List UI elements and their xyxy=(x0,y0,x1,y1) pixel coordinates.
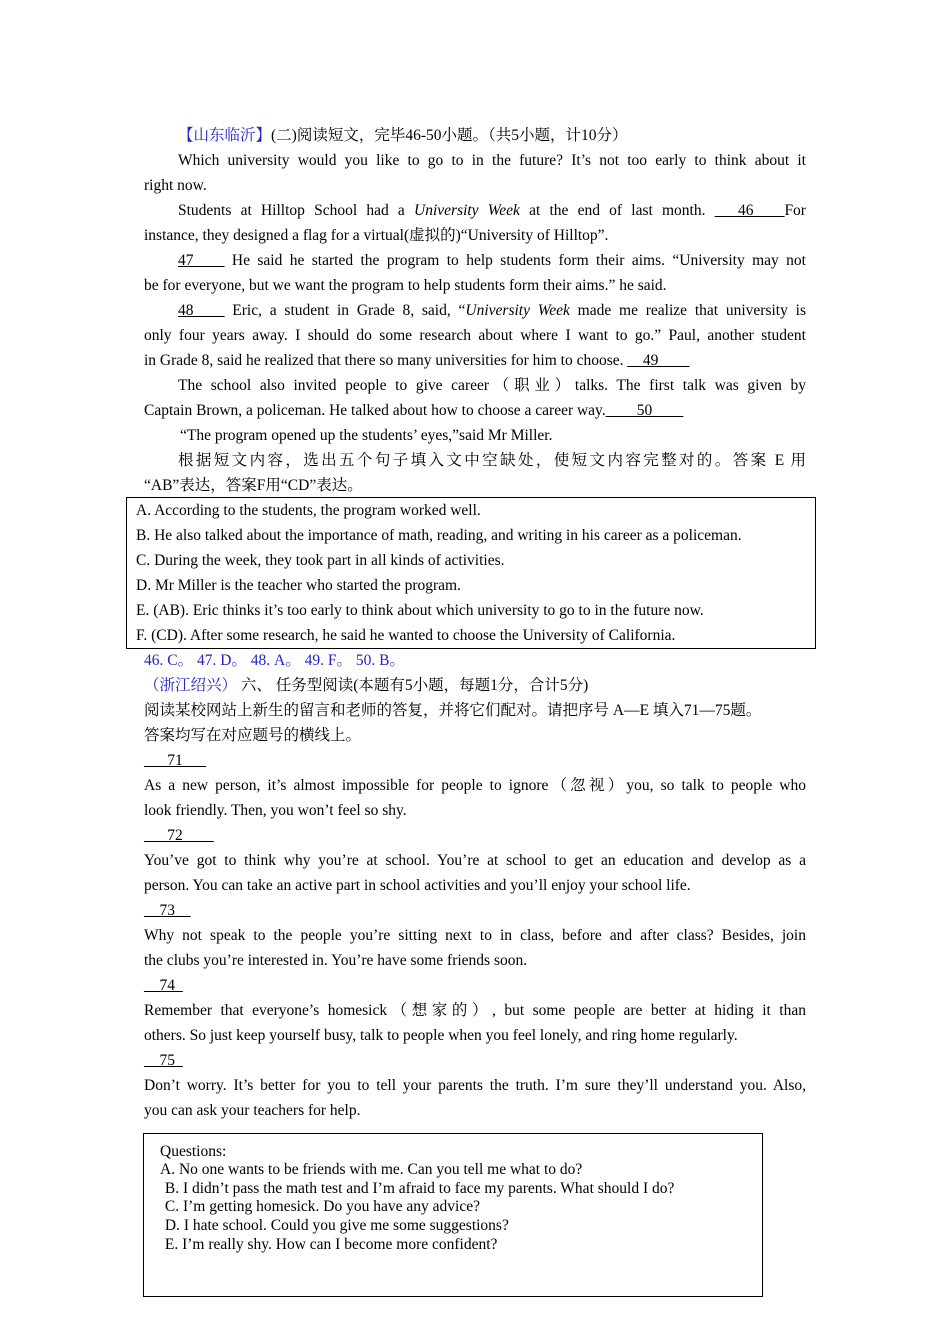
paragraph-line: Which university would you like to go to in the future? It’s not too early to think about it xyxy=(178,152,806,169)
reply-line: the clubs you’re interested in. You’re have some friends soon. xyxy=(144,952,528,969)
options-box xyxy=(126,497,816,649)
section2-heading xyxy=(144,676,588,696)
paragraph-line: The school also invited people to give career（职业）talks. The first talk was given by xyxy=(178,377,806,394)
blank-50: ____50____ xyxy=(605,402,684,419)
blank-74: __74_ xyxy=(144,977,183,994)
question-item: D. I hate school. Could you give me some suggestions? xyxy=(161,1217,509,1234)
paragraph-line: Students at Hilltop School had a University Week at the end of last month. ___46____For xyxy=(178,202,806,219)
question-item: B. I didn’t pass the math test and I’m afraid to face my parents. What should I do? xyxy=(161,1180,675,1197)
option-item: E. (AB). Eric thinks it’s too early to think about which university to go to in the future now. xyxy=(136,602,704,619)
reply-line: you can ask your teachers for help. xyxy=(144,1102,361,1119)
questions-box xyxy=(143,1133,763,1297)
reply-line: others. So just keep yourself busy, talk to people when you feel lonely, and ring home regularly. xyxy=(144,1027,738,1044)
instruction-line: 根据短文内容，选出五个句子填入文中空缺处，使短文内容完整对的。答案 E 用 xyxy=(178,452,806,469)
option-item: D. Mr Miller is the teacher who started the program. xyxy=(136,577,461,594)
emphasis: University Week xyxy=(414,202,520,219)
paragraph-line: be for everyone, but we want the program to help students form their aims.” he said. xyxy=(144,277,667,294)
instruction-line: 阅读某校网站上新生的留言和老师的答复，并将它们配对。请把序号 A—E 填入71—75题。 xyxy=(144,702,762,719)
section1-title: (二)阅读短文，完毕46-50小题。（共5小题，计10分） xyxy=(271,127,628,144)
option-item: A. According to the students, the program worked well. xyxy=(136,502,481,519)
reply-line: Don’t worry. It’s better for you to tell your parents the truth. I’m sure they’ll understand you. Also, xyxy=(144,1077,806,1094)
paragraph-line: 48____ Eric, a student in Grade 8, said, “University Week made me realize that university is xyxy=(178,302,806,319)
reply-line: person. You can take an active part in school activities and you’ll enjoy your school life. xyxy=(144,877,691,894)
paragraph-line: Captain Brown, a policeman. He talked about how to choose a career way.____50____ xyxy=(144,402,684,419)
blank-73: __73__ xyxy=(144,902,191,919)
option-item: B. He also talked about the importance of math, reading, and writing in his career as a policeman. xyxy=(136,527,742,544)
questions-heading: Questions: xyxy=(160,1143,227,1160)
section1-heading xyxy=(178,126,628,146)
option-item: F. (CD). After some research, he said he wanted to choose the University of California. xyxy=(136,627,676,644)
reply-line: As a new person, it’s almost impossible for people to ignore（忽视）you, so talk to people who xyxy=(144,777,806,794)
blank-49: __49____ xyxy=(627,352,690,369)
answer-key: 46. C。 47. D。 48. A。 49. F。 50. B。 xyxy=(144,652,405,669)
question-item: C. I’m getting homesick. Do you have any advice? xyxy=(161,1198,480,1215)
blank-72: ___72____ xyxy=(144,827,214,844)
paragraph-line: “The program opened up the students’ eyes,”said Mr Miller. xyxy=(180,427,553,444)
blank-48: 48____ xyxy=(178,302,225,319)
instruction-line: “AB”表达，答案F用“CD”表达。 xyxy=(144,477,363,494)
section2-title: 六、 任务型阅读(本题有5小题，每题1分，合计5分) xyxy=(237,677,589,694)
blank-46: ___46____ xyxy=(714,202,785,219)
paragraph-line: in Grade 8, said he realized that there so many universities for him to choose. __49____ xyxy=(144,352,690,369)
reply-line: Why not speak to the people you’re sitting next to in class, before and after class? Besides, join xyxy=(144,927,806,944)
section1-region: 【山东临沂】 xyxy=(178,127,272,144)
question-item: A. No one wants to be friends with me. Can you tell me what to do? xyxy=(160,1161,583,1178)
paragraph-line: right now. xyxy=(144,177,207,194)
blank-71: ___71___ xyxy=(144,752,206,769)
reply-line: Remember that everyone’s homesick（想家的）, but some people are better at hiding it than xyxy=(144,1002,806,1019)
option-item: C. During the week, they took part in all kinds of activities. xyxy=(136,552,505,569)
instruction-line: 答案均写在对应题号的横线上。 xyxy=(144,727,362,744)
question-item: E. I’m really shy. How can I become more confident? xyxy=(161,1236,498,1253)
paragraph-line: instance, they designed a flag for a virtual(虚拟的)“University of Hilltop”. xyxy=(144,227,609,244)
paragraph-line: only four years away. I should do some research about where I want to go.” Paul, another student xyxy=(144,327,806,344)
emphasis: University Week xyxy=(465,302,570,319)
blank-47: 47____ xyxy=(178,252,225,269)
reply-line: look friendly. Then, you won’t feel so shy. xyxy=(144,802,407,819)
reply-line: You’ve got to think why you’re at school. You’re at school to get an education and develop as a xyxy=(144,852,806,869)
section2-region: （浙江绍兴） xyxy=(144,677,238,694)
blank-75: __75_ xyxy=(144,1052,183,1069)
paragraph-line: 47____ He said he started the program to help students form their aims. “University may not xyxy=(178,252,806,269)
